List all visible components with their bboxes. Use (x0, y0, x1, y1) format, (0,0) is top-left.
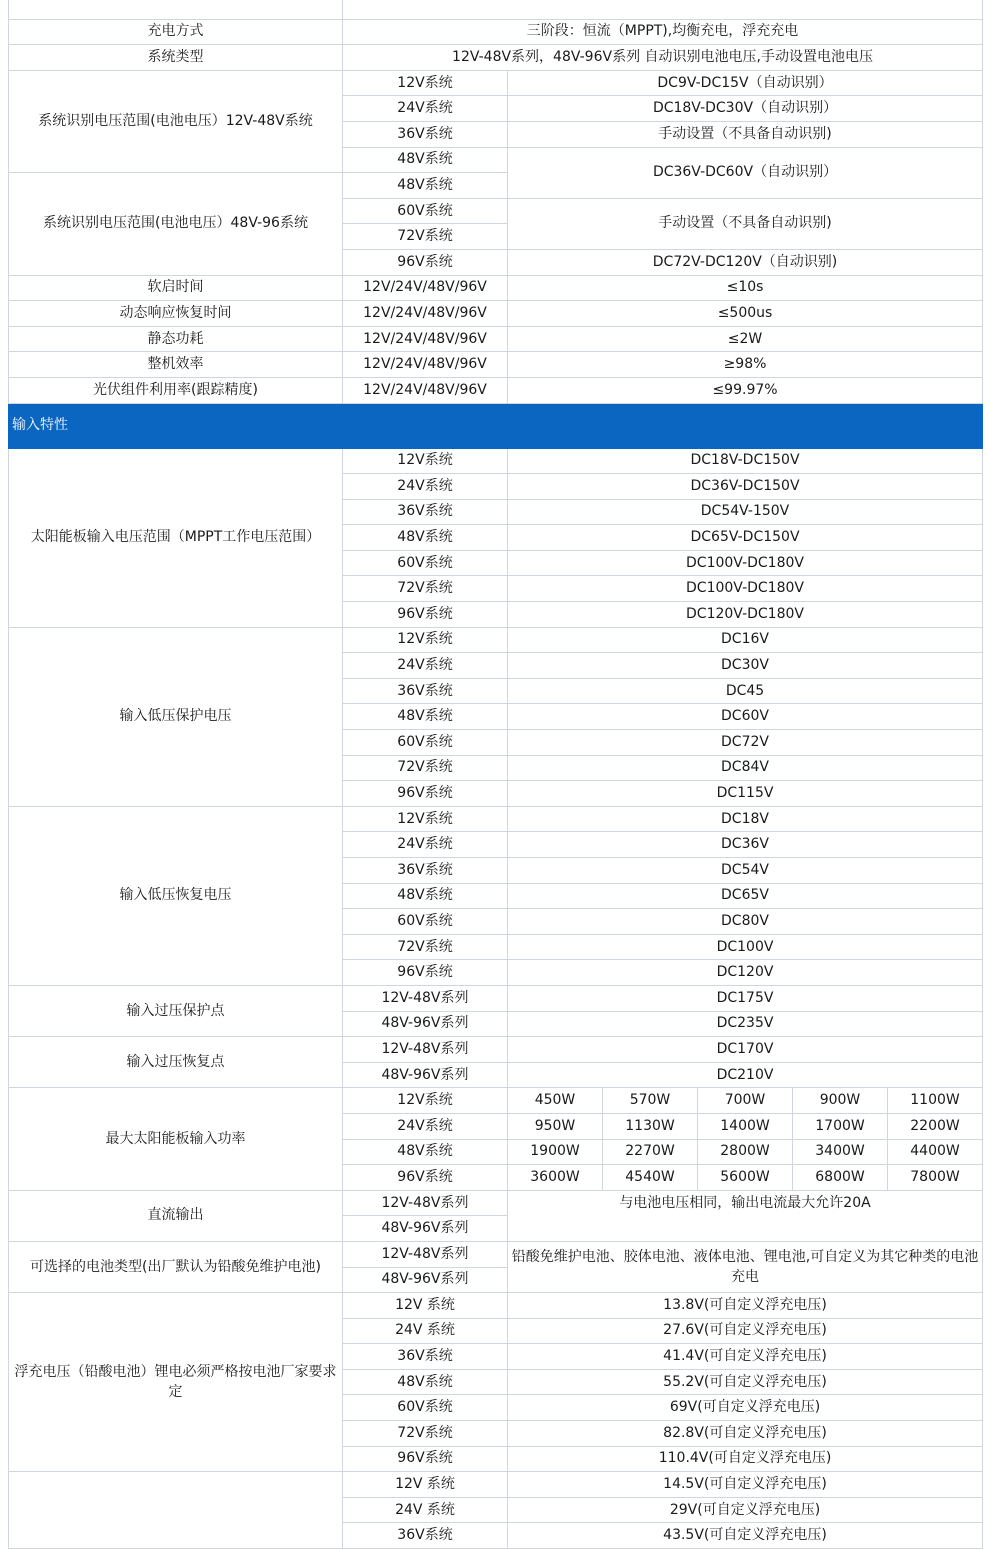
value-cell: DC18V (508, 806, 983, 832)
power-cell: 4400W (888, 1139, 983, 1165)
value-cell: ≤10s (508, 275, 983, 301)
row-label: 系统识别电压范围(电池电压）48V-96系统 (9, 173, 343, 275)
row-value (343, 0, 983, 19)
row-label: 系统识别电压范围(电池电压）12V-48V系统 (9, 70, 343, 172)
value-cell: DC30V (508, 653, 983, 679)
power-cell: 4540W (603, 1165, 698, 1191)
system-cell: 96V系统 (343, 1446, 508, 1472)
value-cell: DC16V (508, 627, 983, 653)
power-cell: 900W (793, 1088, 888, 1114)
value-cell: DC100V-DC180V (508, 576, 983, 602)
power-cell: 700W (698, 1088, 793, 1114)
system-cell: 24V系统 (343, 96, 508, 122)
row-label: 系统类型 (9, 45, 343, 71)
row-label: 太阳能板输入电压范围（MPPT工作电压范围） (9, 448, 343, 627)
power-cell: 5600W (698, 1165, 793, 1191)
system-cell: 12V系统 (343, 448, 508, 474)
row-value: 三阶段：恒流（MPPT),均衡充电，浮充充电 (343, 19, 983, 45)
value-cell: DC72V-DC120V（自动识别) (508, 249, 983, 275)
value-cell: 110.4V(可自定义浮充电压) (508, 1446, 983, 1472)
value-cell: DC18V-DC150V (508, 448, 983, 474)
value-cell: 55.2V(可自定义浮充电压) (508, 1369, 983, 1395)
value-cell: ≥98% (508, 352, 983, 378)
power-cell: 450W (508, 1088, 603, 1114)
value-cell: 手动设置（不具备自动识别) (508, 198, 983, 249)
section-title: 输入特性 (9, 403, 983, 448)
value-cell: DC65V-DC150V (508, 525, 983, 551)
row-label: 整机效率 (9, 352, 343, 378)
row-label: 动态响应恢复时间 (9, 301, 343, 327)
power-cell: 1100W (888, 1088, 983, 1114)
system-cell: 48V系统 (343, 1369, 508, 1395)
system-cell: 48V-96V系列 (343, 1062, 508, 1088)
value-cell: DC18V-DC30V（自动识别） (508, 96, 983, 122)
value-cell: DC170V (508, 1037, 983, 1063)
row-label: 软启时间 (9, 275, 343, 301)
value-cell: DC36V-DC150V (508, 474, 983, 500)
row-label: 输入低压保护电压 (9, 627, 343, 806)
power-cell: 1700W (793, 1113, 888, 1139)
value-cell: 13.8V(可自定义浮充电压) (508, 1293, 983, 1319)
system-cell: 48V系统 (343, 525, 508, 551)
value-cell: ≤99.97% (508, 377, 983, 403)
system-cell: 72V系统 (343, 934, 508, 960)
row-label (9, 0, 343, 19)
system-cell: 60V系统 (343, 550, 508, 576)
row-label: 输入过压恢复点 (9, 1037, 343, 1088)
system-cell: 48V系统 (343, 1139, 508, 1165)
system-cell: 60V系统 (343, 1395, 508, 1421)
value-cell: DC36V-DC60V（自动识别） (508, 147, 983, 198)
power-cell: 950W (508, 1113, 603, 1139)
system-cell: 12V/24V/48V/96V (343, 377, 508, 403)
value-cell: DC45 (508, 678, 983, 704)
value-cell: DC115V (508, 781, 983, 807)
system-cell: 12V-48V系列 (343, 985, 508, 1011)
value-cell: 手动设置（不具备自动识别) (508, 121, 983, 147)
system-type-row (9, 45, 983, 71)
system-cell: 96V系统 (343, 249, 508, 275)
system-cell: 72V系统 (343, 1421, 508, 1447)
row-label: 输入低压恢复电压 (9, 806, 343, 985)
system-cell: 36V系统 (343, 678, 508, 704)
system-cell: 72V系统 (343, 576, 508, 602)
power-cell: 7800W (888, 1165, 983, 1191)
table-row (9, 377, 983, 403)
value-cell: DC80V (508, 909, 983, 935)
system-cell: 60V系统 (343, 198, 508, 224)
value-cell: 14.5V(可自定义浮充电压) (508, 1472, 983, 1498)
power-cell: 570W (603, 1088, 698, 1114)
row-label: 可选择的电池类型(出厂默认为铅酸免维护电池) (9, 1241, 343, 1292)
value-cell: DC9V-DC15V（自动识别） (508, 70, 983, 96)
system-cell: 12V-48V系列 (343, 1241, 508, 1267)
top-partial-row (9, 0, 983, 19)
system-cell: 12V系统 (343, 1088, 508, 1114)
row-label: 输入过压保护点 (9, 985, 343, 1036)
table-row (9, 985, 983, 1011)
table-row (9, 1190, 983, 1216)
table-row (9, 301, 983, 327)
value-cell: DC235V (508, 1011, 983, 1037)
row-label: 光伏组件利用率(跟踪精度) (9, 377, 343, 403)
value-cell: 铅酸免维护电池、胶体电池、液体电池、锂电池,可自定义为其它种类的电池充电 (508, 1241, 983, 1292)
system-cell: 12V 系统 (343, 1472, 508, 1498)
system-cell: 48V系统 (343, 704, 508, 730)
value-cell: 43.5V(可自定义浮充电压) (508, 1523, 983, 1549)
value-cell: ≤2W (508, 326, 983, 352)
value-cell: DC36V (508, 832, 983, 858)
section-header-input (9, 403, 983, 448)
system-cell: 60V系统 (343, 909, 508, 935)
system-cell: 12V/24V/48V/96V (343, 326, 508, 352)
table-row (9, 326, 983, 352)
table-row (9, 70, 983, 96)
system-cell: 24V系统 (343, 474, 508, 500)
system-cell: 12V/24V/48V/96V (343, 352, 508, 378)
power-cell: 3600W (508, 1165, 603, 1191)
row-label: 充电方式 (9, 19, 343, 45)
row-label (9, 1472, 343, 1549)
power-cell: 2270W (603, 1139, 698, 1165)
value-cell: DC60V (508, 704, 983, 730)
table-row (9, 352, 983, 378)
system-cell: 48V-96V系列 (343, 1011, 508, 1037)
power-cell: 1900W (508, 1139, 603, 1165)
value-cell: ≤500us (508, 301, 983, 327)
row-label: 直流输出 (9, 1190, 343, 1241)
value-cell: 与电池电压相同，输出电流最大允许20A (508, 1190, 983, 1241)
system-cell: 36V系统 (343, 1523, 508, 1549)
system-cell: 72V系统 (343, 224, 508, 250)
system-cell: 24V系统 (343, 1113, 508, 1139)
table-row (9, 1037, 983, 1063)
value-cell: DC84V (508, 755, 983, 781)
table-row (9, 627, 983, 653)
table-row (9, 1293, 983, 1319)
power-cell: 1130W (603, 1113, 698, 1139)
value-cell: DC210V (508, 1062, 983, 1088)
system-cell: 12V-48V系列 (343, 1190, 508, 1216)
table-row (9, 448, 983, 474)
table-row (9, 1472, 983, 1498)
system-cell: 12V系统 (343, 70, 508, 96)
value-cell: 29V(可自定义浮充电压) (508, 1497, 983, 1523)
system-cell: 48V-96V系列 (343, 1216, 508, 1242)
system-cell: 72V系统 (343, 755, 508, 781)
value-cell: DC54V (508, 858, 983, 884)
system-cell: 36V系统 (343, 858, 508, 884)
system-cell: 96V系统 (343, 1165, 508, 1191)
row-label: 最大太阳能板输入功率 (9, 1088, 343, 1190)
system-cell: 36V系统 (343, 499, 508, 525)
row-label: 浮充电压（铅酸电池）锂电必须严格按电池厂家要求定 (9, 1293, 343, 1472)
value-cell: DC100V (508, 934, 983, 960)
value-cell: 69V(可自定义浮充电压) (508, 1395, 983, 1421)
system-cell: 48V系统 (343, 173, 508, 199)
row-label: 静态功耗 (9, 326, 343, 352)
system-cell: 36V系统 (343, 1344, 508, 1370)
value-cell: DC120V (508, 960, 983, 986)
system-cell: 48V系统 (343, 883, 508, 909)
system-cell: 48V系统 (343, 147, 508, 173)
value-cell: 41.4V(可自定义浮充电压) (508, 1344, 983, 1370)
charging-row (9, 19, 983, 45)
power-cell: 6800W (793, 1165, 888, 1191)
system-cell: 12V系统 (343, 627, 508, 653)
value-cell: DC175V (508, 985, 983, 1011)
value-cell: DC72V (508, 730, 983, 756)
system-cell: 36V系统 (343, 121, 508, 147)
system-cell: 96V系统 (343, 960, 508, 986)
system-cell: 48V-96V系列 (343, 1267, 508, 1293)
value-cell: DC65V (508, 883, 983, 909)
system-cell: 12V/24V/48V/96V (343, 275, 508, 301)
system-cell: 24V系统 (343, 832, 508, 858)
system-cell: 60V系统 (343, 730, 508, 756)
system-cell: 24V系统 (343, 653, 508, 679)
power-cell: 1400W (698, 1113, 793, 1139)
system-cell: 12V/24V/48V/96V (343, 301, 508, 327)
value-cell: DC100V-DC180V (508, 550, 983, 576)
system-cell: 12V 系统 (343, 1293, 508, 1319)
row-value: 12V-48V系列，48V-96V系列 自动识别电池电压,手动设置电池电压 (343, 45, 983, 71)
value-cell: DC120V-DC180V (508, 602, 983, 628)
power-cell: 3400W (793, 1139, 888, 1165)
system-cell: 12V系统 (343, 806, 508, 832)
table-row (9, 275, 983, 301)
spec-table (8, 0, 983, 1549)
system-cell: 24V 系统 (343, 1318, 508, 1344)
table-row (9, 1241, 983, 1267)
system-cell: 96V系统 (343, 781, 508, 807)
value-cell: 27.6V(可自定义浮充电压) (508, 1318, 983, 1344)
table-row (9, 1088, 983, 1114)
system-cell: 96V系统 (343, 602, 508, 628)
system-cell: 24V 系统 (343, 1497, 508, 1523)
value-cell: 82.8V(可自定义浮充电压) (508, 1421, 983, 1447)
power-cell: 2800W (698, 1139, 793, 1165)
value-cell: DC54V-150V (508, 499, 983, 525)
table-row (9, 806, 983, 832)
system-cell: 12V-48V系列 (343, 1037, 508, 1063)
power-cell: 2200W (888, 1113, 983, 1139)
